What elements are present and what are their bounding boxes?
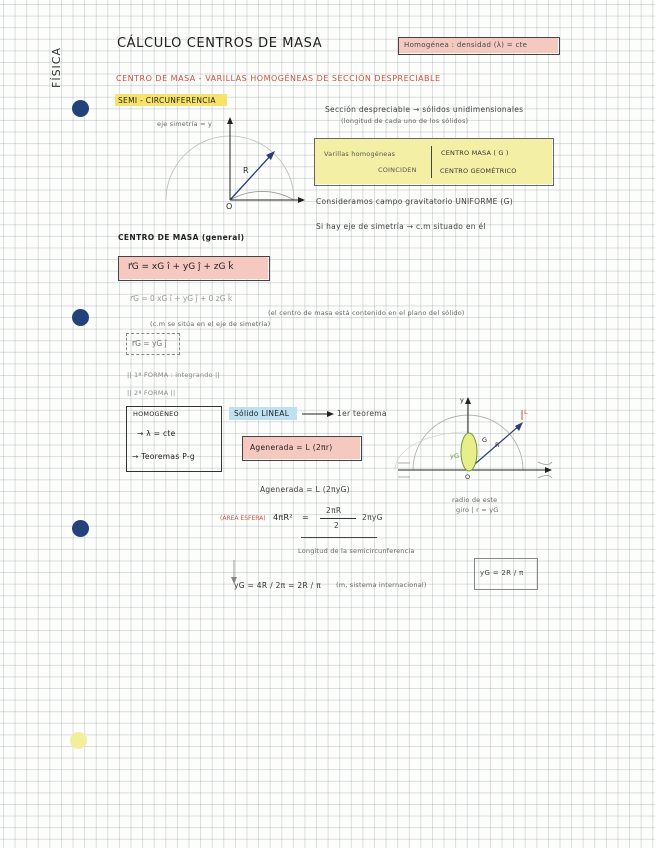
area-eq-left: 4πR² [273,513,293,522]
homogeneo-line-2: → Teoremas P-g [132,452,195,461]
diagram1-axis-label: eje simetría = y [157,120,213,128]
section-heading: CENTRO DE MASA - VARILLAS HOMOGÉNEAS DE SECCIÓN DESPRECIABLE [116,74,441,83]
longitud-note: Longitud de la semicircunferencia [298,547,415,555]
table-left-top: Varillas homogéneas [324,150,396,158]
formula-sub: r⃗G = 0 xG î + yG ĵ + 0 zG k̂ [130,294,233,303]
area-frac-den: 2 [334,521,340,530]
area-eq-sign: = [302,513,310,522]
diagram1-origin-label: O [226,202,233,211]
generada-line: Agenerada = L (2πyG) [260,485,350,494]
formula-sub-note-1: (el centro de masa está contenido en el plano del sólido) [268,309,465,317]
cm-general-heading: CENTRO DE MASA (general) [118,233,245,242]
diagram2-y-axis: y [460,396,465,404]
table-right-top: CENTRO MASA ( G ) [441,149,509,157]
consideramos-note: Consideramos campo gravitatorio UNIFORME (G) [316,197,513,206]
diagram1-radius-label: R [243,166,249,175]
table-left-bottom: COINCIDEN [378,166,417,174]
result-equation: yG = 4R / 2π = 2R / π [234,581,322,590]
diagram2-label-L: L [524,408,528,416]
formula-sub-note-2: (c.m se sitúa en el eje de simetría) [150,320,271,328]
homogenea-note: Homogénea : densidad (λ) = cte [404,41,528,49]
formula-result: r⃗G = yG ĵ [132,339,167,348]
homogeneo-title: HOMOGÉNEO [133,410,179,418]
formula-main: r⃗G = xG î + yG ĵ + zG k̂ [128,262,234,272]
radio-note-2: giro | r = yG [456,506,499,514]
result-box-text: yG = 2R / π [480,569,524,577]
diagram2-origin: O [465,473,471,481]
radio-note-1: radio de este [452,496,498,504]
teorema-label: 1er teorema [337,409,387,418]
area-esfera-label: (ÁREA ESFERA) [220,515,266,522]
forma-2: || 2ª FORMA || [127,389,176,397]
page-title: CÁLCULO CENTROS DE MASA [117,36,323,51]
area-frac-num: 2πR [326,506,342,515]
seccion-line-2: (longitud de cada uno de los sólidos) [341,117,469,125]
solido-lineal: Sólido LINEAL [234,409,290,418]
diagram2-label-yG: yG [450,452,460,460]
semi-label: SEMI - CIRCUNFERENCIA [118,96,216,105]
table-right-bottom: CENTRO GEOMÉTRICO [440,167,517,175]
subject-label: FÍSICA [50,46,63,88]
forma-1: || 1ª FORMA : integrando || [127,371,220,379]
seccion-line-1: Sección despreciable → sólidos unidimensionales [325,105,524,114]
area-eq-right: 2πyG [362,513,383,522]
result-note: (m, sistema internacional) [336,581,427,589]
homogeneo-line-1: → λ = cte [137,429,176,438]
diagram2-label-G: G [482,436,488,444]
eje-simetria-note: Si hay eje de simetría → c.m situado en él [316,222,486,231]
diagram2-radius: R [495,441,500,449]
generada-box-text: Agenerada = L (2πr) [250,443,333,452]
